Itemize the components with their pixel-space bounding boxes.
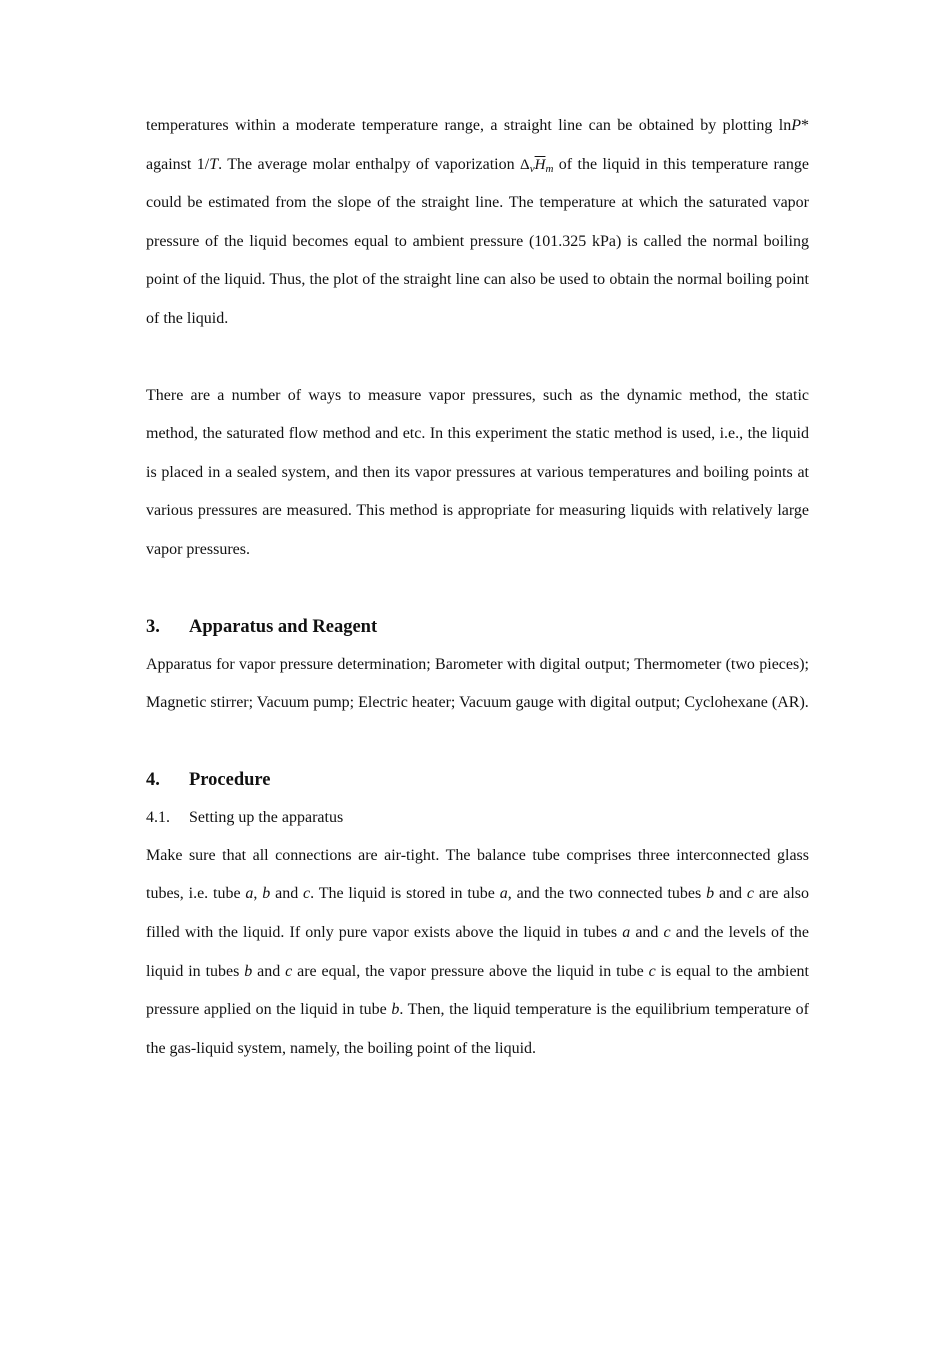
text-run: of the liquid in this temperature range could be estimated from the slope of the straight line. The temperature at which the saturated vapor pressure of the liquid becomes equal to ambient pressure (101.325 kPa) is called the normal boiling point of the liquid. Thus, the plot of the straight line can also be used to obtain the normal boiling point of the liquid. [146, 155, 810, 327]
text-run: . Then, the liquid temperature is the equilibrium temperature of the gas-liquid system, namely, the boiling point of the liquid. [146, 1001, 809, 1057]
h-bar-symbol: $\overline{H}$ [534, 156, 546, 173]
tube-c: c [303, 885, 311, 903]
text-run: are equal, the vapor pressure above the liquid in tube [292, 962, 649, 980]
tube-a: a [245, 885, 254, 903]
text-run: and [630, 923, 664, 941]
text-run: . The average molar enthalpy of vaporization [218, 155, 521, 173]
subsection-title: Setting up the apparatus [189, 808, 344, 826]
text-run: . The liquid is stored in tube [310, 885, 500, 903]
section-title: Apparatus and Reagent [189, 616, 378, 637]
paragraph-setup [146, 837, 809, 1069]
text-run: * [801, 117, 809, 134]
text-run: temperatures within a moderate temperature range, a straight line can be obtained by plotting ln [146, 117, 792, 134]
text-run: , and the two connected tubes [507, 885, 707, 903]
text-run: and the levels of the liquid in tubes [146, 923, 810, 980]
section-number: 4. [146, 769, 160, 790]
paragraph-clausius-clapeyron [146, 107, 809, 339]
section-heading-apparatus [146, 610, 809, 646]
tube-b: b [391, 1001, 400, 1019]
math-var-t: T [209, 155, 219, 173]
tube-b: b [706, 885, 715, 903]
subscript-v: v [529, 162, 535, 175]
text-run: , [253, 885, 263, 903]
text-run: and [714, 885, 747, 903]
tube-a: a [499, 885, 508, 903]
enthalpy-symbol [520, 157, 553, 173]
section-heading-procedure [146, 763, 809, 799]
text-run: is equal to the ambient pressure applied on the liquid in tube [146, 962, 809, 1019]
section-number: 3. [146, 616, 160, 637]
text-run: against 1/ [146, 155, 210, 173]
tube-c: c [285, 962, 293, 980]
tube-b: b [244, 962, 253, 980]
text-run: and [252, 962, 286, 980]
subscript-m: m [545, 162, 554, 175]
tube-b: b [262, 885, 271, 903]
subsection-number: 4.1. [146, 808, 170, 826]
page-content [146, 107, 809, 1068]
tube-c: c [663, 923, 671, 941]
delta-symbol: Δ [520, 156, 530, 173]
tube-a: a [622, 923, 631, 941]
math-var-p: P [791, 117, 801, 134]
tube-c: c [648, 962, 656, 980]
section-title: Procedure [189, 769, 271, 790]
paragraph-apparatus: Apparatus for vapor pressure determination; Barometer with digital output; Thermometer (two pieces); Magnetic stirrer; Vacuum pump; Electric heater; Vacuum gauge with digital output; Cyclohexane (AR). [146, 655, 809, 712]
text-run: Make sure that all connections are air-tight. The balance tube comprises three interconnected glass tubes, i.e. tube [146, 846, 809, 903]
paragraph-methods: There are a number of ways to measure vapor pressures, such as the dynamic method, the static method, the saturated flow method and etc. In this experiment the static method is used, i.e., the liquid is placed in a sealed system, and then its vapor pressures at various temperatures and boiling points at various pressures are measured. This method is appropriate for measuring liquids with relatively large vapor pressures. [146, 386, 809, 558]
text-run: are also filled with the liquid. If only pure vapor exists above the liquid in tubes [146, 885, 809, 941]
subsection-heading-setup [146, 799, 809, 837]
tube-c: c [746, 885, 754, 903]
text-run: and [270, 885, 304, 903]
